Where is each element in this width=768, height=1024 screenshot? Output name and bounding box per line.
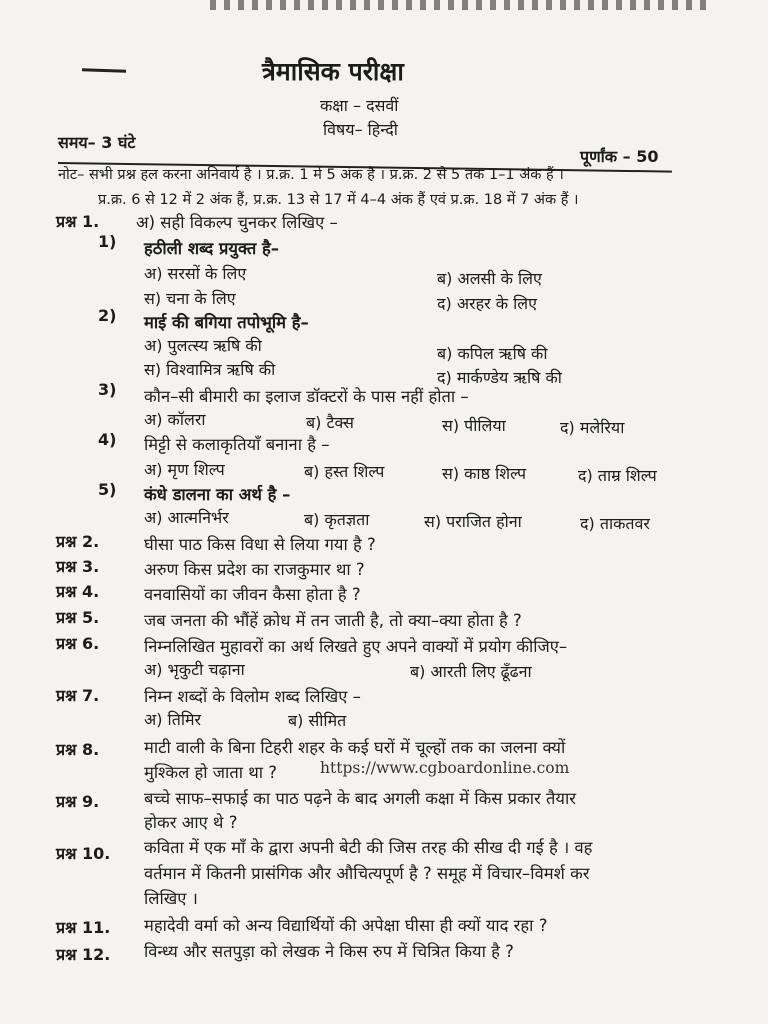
item-text: कंधे डालना का अर्थ है – <box>144 485 291 504</box>
item-text: कौन–सी बीमारी का इलाज डॉक्टरों के पास नहीं होता – <box>144 387 469 406</box>
question-label: प्रश्न 7. <box>56 686 100 705</box>
question-text: वनवासियों का जीवन कैसा होता है ? <box>144 585 361 604</box>
question-text: वर्तमान में कितनी प्रासंगिक और औचित्यपूर्ण है ? समूह में विचार–विमर्श कर <box>144 864 590 883</box>
item-text: माई की बगिया तपोभूमि है– <box>144 313 309 332</box>
question-text: माटी वाली के बिना टिहरी शहर के कई घरों में चूल्हों तक का जलना क्यों <box>144 738 566 757</box>
item-number: 3) <box>98 380 117 399</box>
watermark-url: https://www.cgboardonline.com <box>320 759 570 777</box>
option: अ) सरसों के लिए <box>144 264 247 283</box>
option: अ) पुलत्स्य ऋषि की <box>144 336 262 355</box>
question-text: निम्नलिखित मुहावरों का अर्थ लिखते हुए अपने वाक्यों में प्रयोग कीजिए– <box>144 637 568 656</box>
option: ब) अलसी के लिए <box>437 269 542 288</box>
question-text: विन्ध्य और सतपुड़ा को लेखक ने किस रुप में चित्रित किया है ? <box>144 942 514 961</box>
question-text: घीसा पाठ किस विधा से लिया गया है ? <box>144 535 376 554</box>
pen-dash-mark <box>82 68 126 73</box>
option: ब) आरती लिए ढूँढना <box>410 662 532 681</box>
question-label: प्रश्न 5. <box>56 608 100 627</box>
max-marks: पूर्णांक – 50 <box>580 147 659 166</box>
class-line: कक्षा – दसवीं <box>320 96 399 115</box>
question-text: जब जनता की भौंहें क्रोध में तन जाती है, तो क्या–क्या होता है ? <box>144 611 522 630</box>
exam-title: त्रैमासिक परीक्षा <box>262 57 404 86</box>
option: अ) कॉलरा <box>144 410 206 429</box>
question-label: प्रश्न 10. <box>56 844 111 863</box>
item-number: 2) <box>98 306 117 325</box>
option: अ) आत्मनिर्भर <box>144 508 229 527</box>
question-text: अरुण किस प्रदेश का राजकुमार था ? <box>144 560 365 579</box>
option: ब) कपिल ऋषि की <box>437 344 548 363</box>
scan-edge-marks <box>210 0 710 10</box>
option: द) अरहर के लिए <box>437 294 537 313</box>
question-label: प्रश्न 4. <box>56 582 100 601</box>
option: ब) कृतज्ञता <box>304 510 370 529</box>
item-text: मिट्टी से कलाकृतियाँ बनाना है – <box>144 435 330 454</box>
question-text: लिखिए । <box>144 889 198 908</box>
option: ब) हस्त शिल्प <box>304 462 385 481</box>
option: अ) तिमिर <box>144 710 202 729</box>
question-text: होकर आए थे ? <box>144 813 238 832</box>
item-number: 1) <box>98 232 117 251</box>
question-label: प्रश्न 9. <box>56 792 100 811</box>
option: द) ताम्र शिल्प <box>578 466 657 485</box>
question-text: निम्न शब्दों के विलोम शब्द लिखिए – <box>144 687 361 706</box>
question-text: महादेवी वर्मा को अन्य विद्यार्थियों की अपेक्षा घीसा ही क्यों याद रहा ? <box>144 916 548 935</box>
question-label: प्रश्न 6. <box>56 634 100 653</box>
option: ब) सीमित <box>288 711 347 730</box>
option: द) मलेरिया <box>560 418 625 437</box>
question-label: प्रश्न 8. <box>56 740 100 759</box>
question-text: मुश्किल हो जाता था ? <box>144 763 278 782</box>
item-text: हठीली शब्द प्रयुक्त है– <box>144 239 280 258</box>
time-allowed: समय– 3 घंटे <box>58 133 136 152</box>
note-line-1: नोट– सभी प्रश्न हल करना अनिवार्य है । प्र.क्र. 1 में 5 अंक हैं । प्र.क्र. 2 से 5 तक 1–1 अंक हैं । <box>58 167 564 183</box>
question-text: कविता में एक माँ के द्वारा अपनी बेटी की जिस तरह की सीख दी गई है । वह <box>144 838 593 857</box>
item-number: 5) <box>98 480 117 499</box>
option: स) विश्वामित्र ऋषि की <box>144 360 276 379</box>
question-label: प्रश्न 11. <box>56 918 111 937</box>
option: स) काष्ठ शिल्प <box>442 464 527 483</box>
option: ब) टैक्स <box>306 413 354 432</box>
question-label: प्रश्न 2. <box>56 532 100 551</box>
question-label: प्रश्न 3. <box>56 557 100 576</box>
note-line-2: प्र.क्र. 6 से 12 में 2 अंक हैं, प्र.क्र. 13 से 17 में 4–4 अंक हैं एवं प्र.क्र. 18 में 7 अंक हैं । <box>98 192 579 208</box>
option: स) पराजित होना <box>424 512 522 531</box>
question-text: अ) सही विकल्प चुनकर लिखिए – <box>136 213 338 232</box>
item-number: 4) <box>98 430 117 449</box>
option: अ) मृण शिल्प <box>144 460 225 479</box>
subject-line: विषय– हिन्दी <box>323 120 398 139</box>
option: द) ताकतवर <box>580 514 650 533</box>
question-text: बच्चे साफ–सफाई का पाठ पढ़ने के बाद अगली कक्षा में किस प्रकार तैयार <box>144 789 577 808</box>
question-label: प्रश्न 12. <box>56 945 111 964</box>
option: स) चना के लिए <box>144 289 236 308</box>
option: द) मार्कण्डेय ऋषि की <box>437 368 562 387</box>
question-label: प्रश्न 1. <box>56 212 100 231</box>
option: स) पीलिया <box>442 416 506 435</box>
option: अ) भृकुटी चढ़ाना <box>144 660 245 679</box>
